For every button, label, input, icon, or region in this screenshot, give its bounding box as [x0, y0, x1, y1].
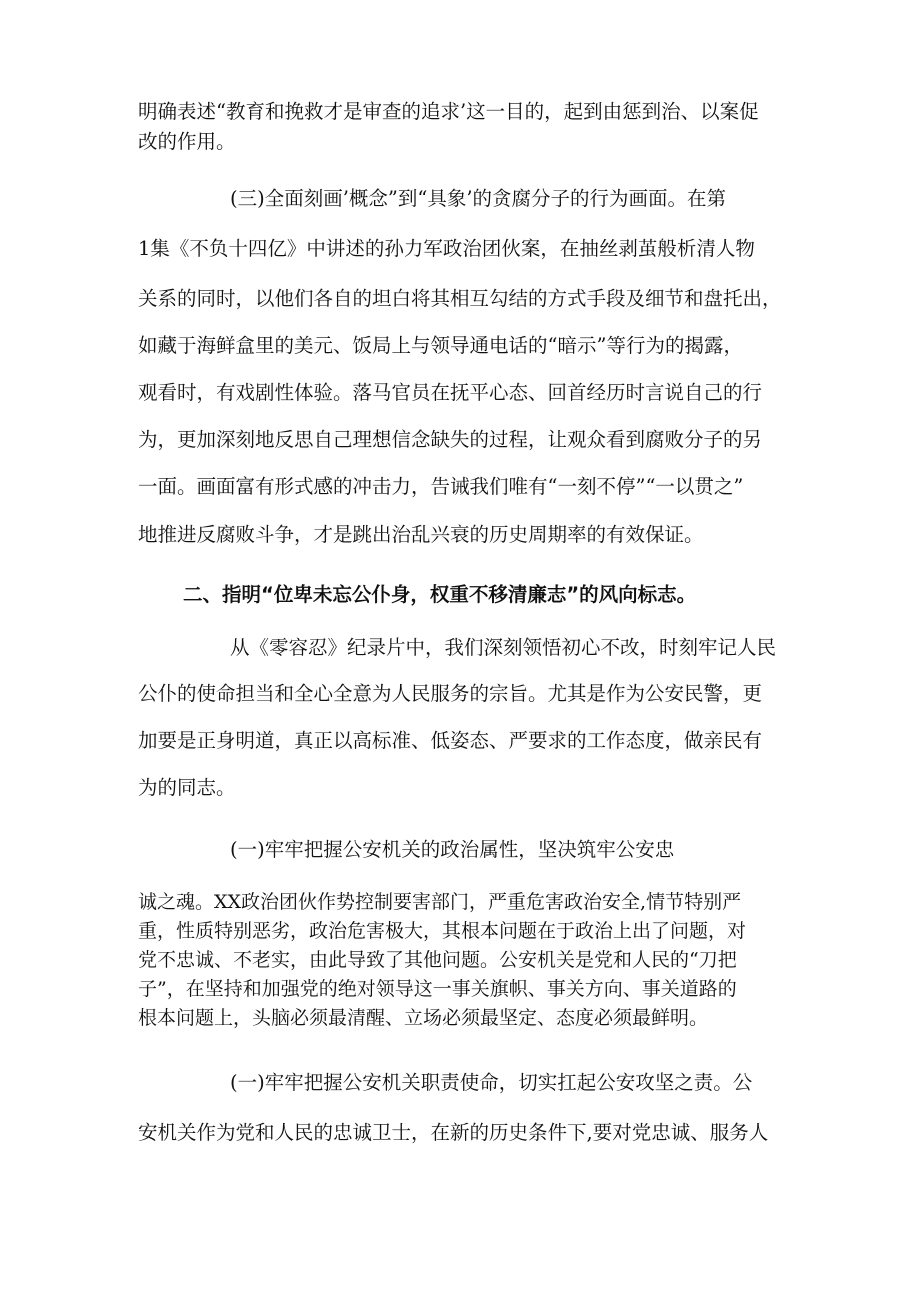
paragraph-line: 公仆的使命担当和全心全意为人民服务的宗旨。尤其是作为公安民警，更 [138, 682, 763, 705]
paragraph-line: 观看时，有戏剧性体验。落马官员在抚平心态、回首经历时言说自己的行 [138, 381, 763, 404]
paragraph-line: 如藏于海鲜盒里的美元、饭局上与领导通电话的“暗示”等行为的揭露， [138, 334, 743, 357]
section-heading: 二、指明“位卑未忘公仆身，权重不移清廉志”的风向标志。 [183, 583, 697, 606]
paragraph-line: 地推进反腐败斗争，才是跳出治乱兴衰的历史周期率的有效保证。 [138, 523, 704, 546]
paragraph-line: 为的同志。 [138, 776, 236, 799]
subheading-line: (一)牢牢把握公安机关职责使命，切实扛起公安攻坚之责。公 [230, 1071, 753, 1094]
paragraph-line: 改的作用。 [138, 130, 236, 153]
paragraph-line: 1集《不负十四亿》中讲述的孙力军政治团伙案，在抽丝剥茧般析清人物 [138, 237, 755, 260]
paragraph-line: 重，性质特别恶劣，政治危害极大，其根本问题在于政治上出了问题，对 [138, 920, 747, 942]
paragraph-line: 子”，在坚持和加强党的绝对领导这一事关旗帜、事关方向、事关道路的 [138, 978, 737, 1000]
paragraph-line: 关系的同时，以他们各自的坦白将其相互勾结的方式手段及细节和盘托出， [138, 287, 782, 310]
paragraph-line: 诚之魂。XX政治团伙作势控制要害部门，严重危害政治安全,情节特别严 [138, 891, 742, 913]
paragraph-line: 从《零容忍》纪录片中，我们深刻领悟初心不改，时刻牢记人民 [230, 636, 777, 659]
paragraph-line: 为，更加深刻地反思自己理想信念缺失的过程，让观众看到腐败分子的另 [138, 428, 763, 451]
paragraph-line: 一面。画面富有形式感的冲击力，告诫我们唯有“一刻不停”“一以贯之” [138, 475, 744, 498]
subheading-line: (一)牢牢把握公安机关的政治属性，坚决筑牢公安忠 [230, 838, 675, 861]
paragraph-line: 加要是正身明道，真正以高标准、低姿态、严要求的工作态度，做亲民有 [138, 729, 763, 752]
paragraph-line: 安机关作为党和人民的忠诚卫士，在新的历史条件下,要对党忠诚、服务人 [138, 1121, 769, 1144]
paragraph-line: 明确表述“教育和挽救才是审查的追求’这一目的，起到由惩到治、以案促 [138, 100, 759, 123]
paragraph-line: 根本问题上，头脑必须最清醒、立场必须最坚定、态度必须最鲜明。 [138, 1007, 709, 1029]
subheading-line: (三)全面刻画’概念”到“具象’的贪腐分子的行为画面。在第 [230, 187, 727, 210]
paragraph-line: 党不忠诚、不老实，由此导致了其他问题。公安机关是党和人民的“刀把 [138, 949, 737, 971]
